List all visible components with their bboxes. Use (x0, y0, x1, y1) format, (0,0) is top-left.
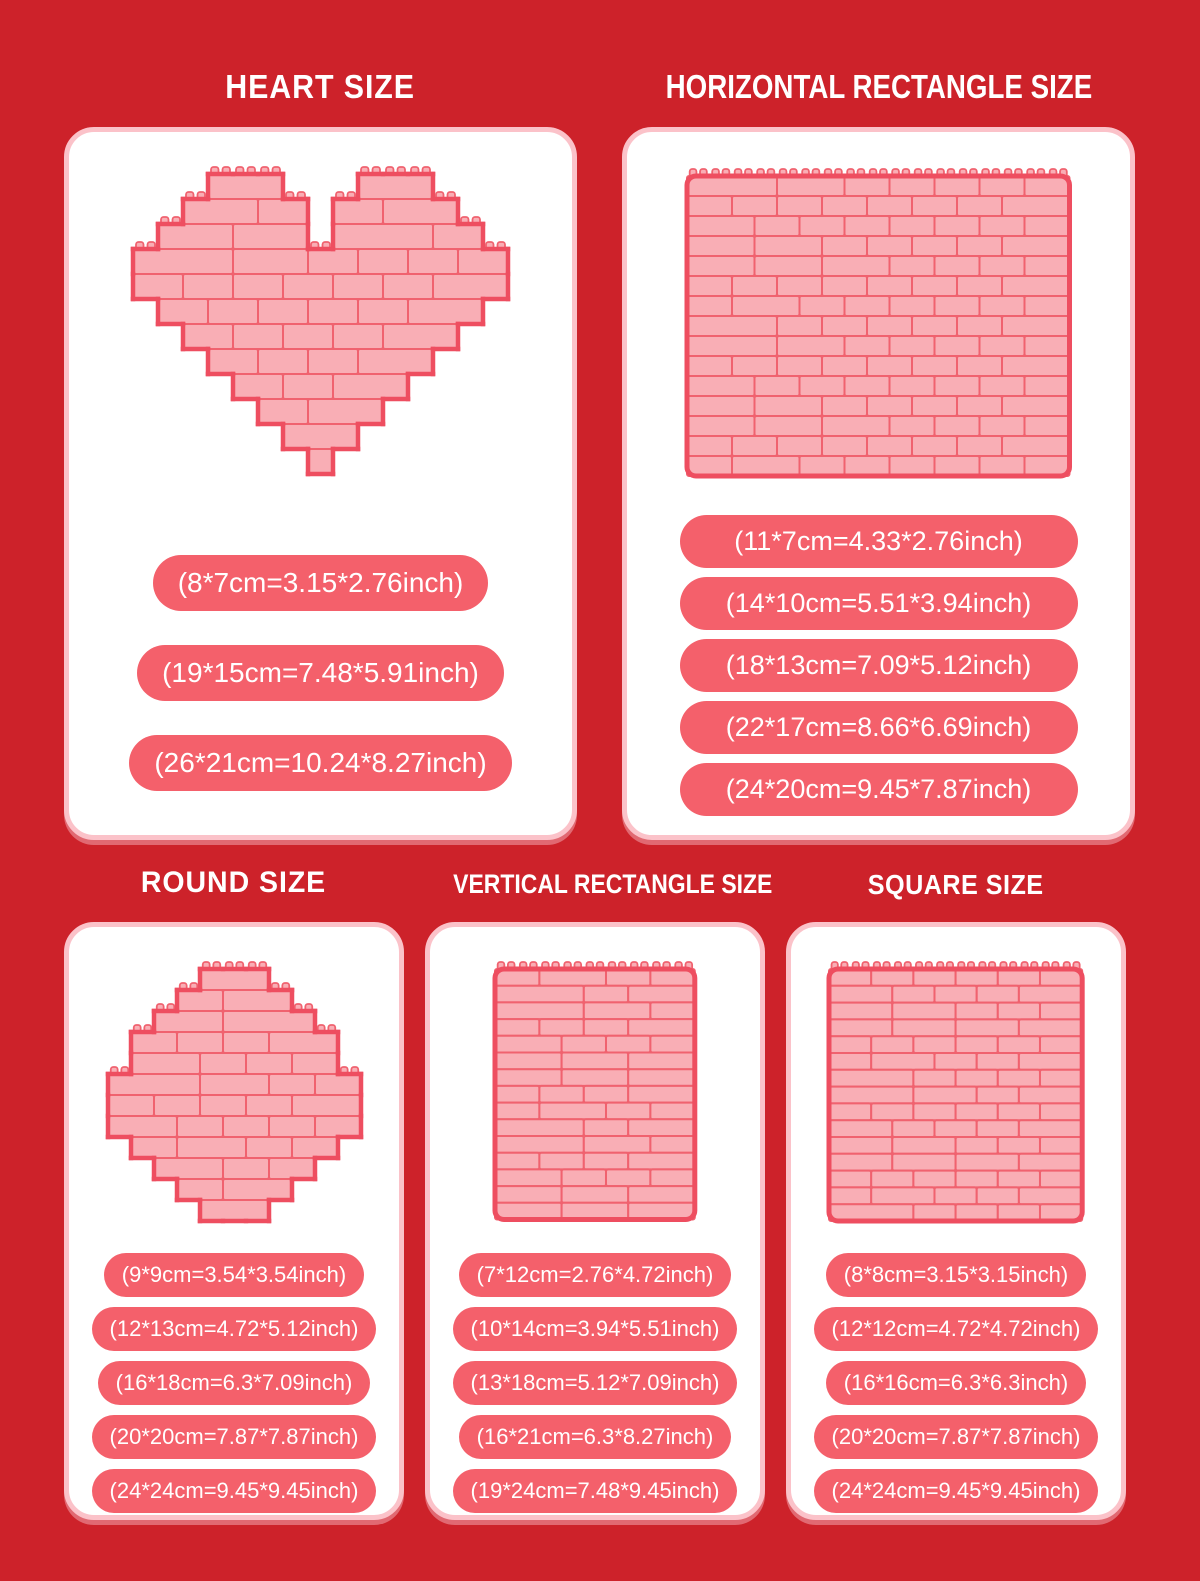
heart-size-title (64, 68, 577, 106)
size-pill: (24*20cm=9.45*7.87inch) (680, 763, 1078, 816)
heart-bricks-icon (69, 164, 572, 477)
square-size-list (791, 1253, 1121, 1513)
round-bricks (105, 959, 364, 1224)
square-bricks (826, 959, 1085, 1224)
horizontal-rectangle-size-title-text: HORIZONTAL RECTANGLE SIZE (665, 68, 1092, 105)
size-pill: (19*24cm=7.48*9.45inch) (453, 1469, 738, 1513)
vertical-rectangle-size-list (430, 1253, 760, 1513)
horizontal-rectangle-size-list (627, 515, 1130, 816)
size-pill: (16*18cm=6.3*7.09inch) (98, 1361, 371, 1405)
horizontal-rectangle-bricks (684, 166, 1073, 479)
horizontal-rectangle-size-title (622, 68, 1135, 106)
vertical-rectangle-size-card (425, 922, 765, 1520)
heart-bricks (130, 164, 511, 477)
square-size-card (786, 922, 1126, 1520)
size-pill: (8*8cm=3.15*3.15inch) (826, 1253, 1086, 1297)
vertical-rectangle-size-title-text: VERTICAL RECTANGLE SIZE (453, 869, 773, 899)
size-pill: (26*21cm=10.24*8.27inch) (129, 735, 511, 791)
heart-size-list (69, 555, 572, 791)
square-bricks-icon (791, 959, 1121, 1224)
heart-size-title-text: HEART SIZE (225, 68, 416, 105)
size-pill: (20*20cm=7.87*7.87inch) (814, 1415, 1099, 1459)
heart-size-card (64, 127, 577, 840)
vertical-rectangle-bricks (492, 959, 698, 1223)
round-size-title (64, 866, 404, 901)
size-pill: (10*14cm=3.94*5.51inch) (453, 1307, 738, 1351)
size-pill: (9*9cm=3.54*3.54inch) (104, 1253, 364, 1297)
size-pill: (20*20cm=7.87*7.87inch) (92, 1415, 377, 1459)
size-pill: (24*24cm=9.45*9.45inch) (814, 1469, 1099, 1513)
size-pill: (7*12cm=2.76*4.72inch) (459, 1253, 732, 1297)
square-size-title-text: SQUARE SIZE (868, 869, 1044, 900)
size-pill: (13*18cm=5.12*7.09inch) (453, 1361, 738, 1405)
size-pill: (11*7cm=4.33*2.76inch) (680, 515, 1078, 568)
size-pill: (18*13cm=7.09*5.12inch) (680, 639, 1078, 692)
square-size-title (786, 869, 1126, 901)
round-bricks-icon (69, 959, 399, 1224)
round-size-card (64, 922, 404, 1520)
size-pill: (12*13cm=4.72*5.12inch) (92, 1307, 377, 1351)
size-pill: (14*10cm=5.51*3.94inch) (680, 577, 1078, 630)
horizontal-rectangle-size-card (622, 127, 1135, 840)
horizontal-rectangle-bricks-icon (627, 166, 1130, 479)
size-pill: (24*24cm=9.45*9.45inch) (92, 1469, 377, 1513)
size-pill: (16*21cm=6.3*8.27inch) (459, 1415, 732, 1459)
round-size-title-text: ROUND SIZE (141, 866, 327, 899)
size-pill: (12*12cm=4.72*4.72inch) (814, 1307, 1099, 1351)
vertical-rectangle-bricks-icon (430, 959, 760, 1223)
size-pill: (19*15cm=7.48*5.91inch) (137, 645, 504, 701)
size-pill: (16*16cm=6.3*6.3inch) (826, 1361, 1086, 1405)
round-size-list (69, 1253, 399, 1513)
size-pill: (8*7cm=3.15*2.76inch) (153, 555, 489, 611)
vertical-rectangle-size-title (425, 869, 773, 900)
size-pill: (22*17cm=8.66*6.69inch) (680, 701, 1078, 754)
